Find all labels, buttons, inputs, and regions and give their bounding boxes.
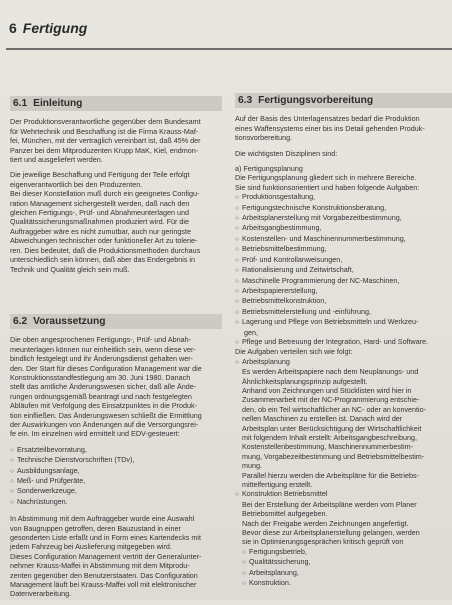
text-line: Technik und Qualität gleich sein muß. bbox=[10, 264, 130, 274]
text-line: Zusammenarbeit mit der NC-Programmierung entschie- bbox=[242, 395, 420, 405]
paragraph bbox=[10, 189, 222, 274]
text-line: ren. Dies bedeutet, daß die Produktionsmethoden durchaus bbox=[10, 245, 201, 255]
header-rule bbox=[6, 48, 452, 50]
text-line: Anhand von Zeichnungen und Stücklisten wird hier in bbox=[242, 385, 412, 395]
chapter-name: Fertigung bbox=[22, 20, 88, 36]
list-item: ○ Lagerung und Pflege von Betriebsmitteln und Werkzeu- bbox=[235, 317, 452, 327]
text-line: Arbeitsplan unter Berücksichtigung der Wirtschaftlichkeit bbox=[242, 423, 422, 433]
section-number: 6.3 bbox=[238, 95, 253, 106]
paragraph bbox=[10, 335, 222, 438]
text-line: stellt das amtliche Änderungswesen sicher, daß alle Ände- bbox=[10, 382, 197, 392]
text-line: für Wehrtechnik und Beschaffung ist die Firma Krauss-Maf- bbox=[10, 126, 199, 136]
text-line: meunterlagen können nur einheitlich sein, wenn diese ver- bbox=[10, 344, 196, 354]
chapter-title bbox=[9, 20, 87, 36]
list-item: ○ Maschinelle Programmierung der NC-Maschinen, bbox=[235, 276, 452, 286]
paragraph bbox=[10, 117, 222, 164]
text-line: Bevor diese zur Arbeitsplanerstellung gelangen, werden bbox=[242, 528, 420, 538]
text-line: Der Produktionsverantwortliche gegenüber dem Bundesamt bbox=[10, 117, 201, 127]
text-line: nellen Maschinen zu erstellen ist. Danach wird der bbox=[242, 414, 403, 424]
text-line: Management läuft bei Krauss-Maffei voll mit elektronischer bbox=[10, 580, 197, 590]
subtask-arbeitsplanung: ○ Arbeitsplanung bbox=[235, 357, 452, 367]
text-line: mittelfertigung erstellt. bbox=[242, 480, 313, 490]
text-line: Betriebsmittel aufgegeben. bbox=[242, 509, 328, 519]
text-line: mit folgendem Inhalt erstellt: Arbeitsgangbeschreibung, bbox=[242, 433, 417, 442]
text-line: Abweichungen technischer oder funktioneller Art zu tolerie- bbox=[10, 236, 198, 246]
chapter-number: 6 bbox=[9, 20, 17, 36]
list-item: ○ Betriebsmittelkonstruktion, bbox=[235, 296, 452, 306]
paragraph bbox=[10, 514, 222, 552]
text-line: Abläufen mit Verfolgung des Einsatzpunktes in die Produk- bbox=[10, 401, 197, 411]
list-item: ○ Meß- und Prüfgeräte, bbox=[10, 476, 222, 486]
list-item: ○ Pflege und Betreuung der Integration, Hard- und Software. bbox=[235, 337, 452, 347]
text-line: rungen ordnungsgemäß beantragt und nach festgelegten bbox=[10, 391, 192, 401]
list-item: ○ Kostenstellen- und Maschinennummerbestimmung, bbox=[235, 234, 452, 244]
section-heading-6-1 bbox=[10, 96, 222, 111]
text-line: mung, Vorgabezeitbestimmung und Betriebsmittelbestim- bbox=[242, 451, 425, 461]
list-item: ○ Prüf- und Kontrollanweisungen, bbox=[235, 255, 452, 265]
section-heading-6-3 bbox=[235, 93, 452, 108]
text-line: gleichen Fertigungs-, Prüf- und Abnahmeunterlagen und bbox=[10, 208, 190, 218]
section-title: Voraussetzung bbox=[33, 315, 106, 327]
text-line: Parallel hierzu werden die Arbeitspläne für die Betriebs- bbox=[242, 470, 419, 480]
text-line: Die jeweilige Beschaffung und Fertigung der Teile erfolgt bbox=[10, 170, 190, 180]
list-item: ○ Arbeitsgangbestimmung, bbox=[235, 223, 452, 233]
text-line: den, ob ein Teil wirtschaftlicher an NC- oder an konventio- bbox=[242, 404, 427, 414]
subheading: a) Fertigungsplanung bbox=[235, 164, 303, 174]
paragraph bbox=[235, 164, 452, 192]
text-line: tion einfließen. Das Änderungswesen schließt die Ermittlung bbox=[10, 410, 202, 420]
list-item: ○ Konstruktion. bbox=[242, 578, 452, 588]
list-item: ○ Nachrüstungen. bbox=[10, 497, 222, 507]
text-line: tionsvorbereitung. bbox=[235, 133, 293, 143]
text-line: eigenverantwortlich bei den Produzenten. bbox=[10, 179, 143, 189]
text-line: Qualitätssicherungsmaßnahmen produziert wird. Für die bbox=[10, 217, 189, 227]
text-line: der Auswirkungen von Änderungen auf die Versorgungsrei- bbox=[10, 419, 199, 429]
text-line: Bei der Erstellung der Arbeitspläne werden vom Planer bbox=[242, 499, 417, 509]
list-item: ○ Produktionsgestaltung, bbox=[235, 192, 452, 202]
text-line: Ähnlichkeitsplanungsprinzip aufgestellt. bbox=[242, 376, 368, 386]
text-line: bindlich festgelegt und ihr Änderungsdienst gehalten wer- bbox=[10, 354, 194, 364]
text-line: Auftraggeber wäre es nicht zumutbar, auch nur geringste bbox=[10, 226, 191, 236]
text-line: nehmer Krauss-Maffei in Abstimmung mit dem Mitprodu- bbox=[10, 561, 190, 571]
section-heading-6-2 bbox=[10, 314, 222, 329]
text-line: Die Aufgaben verteilen sich wie folgt: bbox=[235, 347, 353, 357]
text-line: Kostenstellenbestimmung, Maschinennummerbestim- bbox=[242, 442, 413, 452]
konstruktion-text bbox=[235, 500, 452, 547]
list-item: ○ Sonderwerkzeuge, bbox=[10, 486, 222, 496]
section-title: Einleitung bbox=[33, 98, 83, 109]
arbeitsplanung-text bbox=[235, 367, 452, 489]
paragraph bbox=[10, 170, 222, 189]
paragraph bbox=[235, 149, 452, 158]
right-column bbox=[235, 93, 452, 596]
chapter-header bbox=[0, 0, 452, 52]
text-line: zenten gegenüber den Benutzerstaaten. Das Configuration bbox=[10, 570, 198, 580]
text-line: fei, München, mit der vertraglich vereinbart ist, daß 45% der bbox=[10, 136, 201, 146]
text-line: fe ein. Im einzelnen wird ermittelt und EDV-gesteuert: bbox=[10, 429, 180, 439]
list-item: ○ Arbeitsplanung, bbox=[242, 568, 452, 578]
text-line: Konstruktionsstandfestlegung am 30. Juni 1980. Danach bbox=[10, 372, 191, 382]
list-item-continuation: gen, bbox=[244, 327, 258, 337]
text-line: Die wichtigsten Disziplinen sind: bbox=[235, 148, 338, 158]
text-line: sie in Optimierungsgesprächen kritisch geprüft von bbox=[242, 537, 404, 547]
list-item: ○ Technische Dienstvorschriften (TDv), bbox=[10, 455, 222, 465]
text-line: In Abstimmung mit dem Auftraggeber wurde eine Auswahl bbox=[10, 514, 195, 524]
list-item: ○ Ersatzteilbevorratung, bbox=[10, 445, 222, 455]
text-line: ration Management sichergestellt werden, daß nach den bbox=[10, 198, 190, 208]
spacer bbox=[10, 280, 222, 314]
list bbox=[10, 445, 222, 507]
text-line: unterschiedlich sein können, daß aber das Endergebnis in bbox=[10, 255, 195, 265]
text-line: Nach der Freigabe werden Zeichnungen angefertigt. bbox=[242, 518, 409, 528]
text-line: von Baugruppen getroffen, deren Bauzustand in einer bbox=[10, 523, 181, 533]
task-list bbox=[235, 192, 452, 347]
subtask-konstruktion-betriebsmittel: ○ Konstruktion Betriebsmittel bbox=[235, 489, 452, 499]
list-item: ○ Fertigungstechnische Konstruktionsberatung, bbox=[235, 203, 452, 213]
text-line: Panzer bei dem Mitproduzenten Krupp MaK, Kiel, endmon- bbox=[10, 145, 199, 155]
list-item: ○ Fertigungsbetrieb, bbox=[242, 547, 452, 557]
text-line: Auf der Basis des Unterlagensatzes bedarf die Produktion bbox=[235, 114, 420, 124]
list-item: ○ Rationalisierung und Zeitwirtschaft, bbox=[235, 265, 452, 275]
text-line: Datenverarbeitung. bbox=[10, 589, 72, 599]
list-item: ○ Ausbildungsanlage, bbox=[10, 466, 222, 476]
paragraph bbox=[235, 347, 452, 356]
list-item: ○ Arbeitsplanerstellung mit Vorgabezeitbestimmung, bbox=[235, 213, 452, 223]
paragraph bbox=[10, 552, 222, 599]
text-line: den. Der Start für dieses Configuration Management war die bbox=[10, 363, 202, 373]
section-number: 6.1 bbox=[13, 98, 28, 109]
section-number: 6.2 bbox=[13, 315, 28, 327]
list-item: ○ Betriebsmittelbestimmung, bbox=[235, 244, 452, 254]
list-item: ○ Betriebsmittelerstellung und -einführung, bbox=[235, 307, 452, 317]
text-line: Bei dieser Konstellation muß durch ein geeignetes Configu- bbox=[10, 189, 200, 199]
text-line: mung. bbox=[242, 461, 262, 471]
left-column bbox=[10, 96, 222, 605]
text-line: eines Waffensystems einer bis ins Detail gehenden Produk- bbox=[235, 123, 425, 133]
text-line: Sie sind funktionsorientiert und haben folgende Aufgaben: bbox=[235, 182, 420, 192]
text-line: jedem Fahrzeug bei Auslieferung mitgegeben wird. bbox=[10, 542, 172, 552]
text-line: tiert und ausgeliefert werden. bbox=[10, 155, 103, 165]
text-line: gesonderten Liste erfaßt und in Form eines Kartendecks mit bbox=[10, 533, 201, 543]
list-item: ○ Qualitätssicherung, bbox=[242, 557, 452, 567]
reviewer-list bbox=[235, 547, 452, 589]
list-item: ○ Arbeitspapiererstellung, bbox=[235, 286, 452, 296]
text-line: Dieses Configuration Management vertritt der Generalunter- bbox=[10, 551, 202, 561]
section-title: Fertigungsvorbereitung bbox=[258, 95, 374, 106]
text-line: Die Fertigungsplanung gliedert sich in mehrere Bereiche. bbox=[235, 173, 417, 183]
paragraph bbox=[235, 114, 452, 142]
text-line: Die oben angesprochenen Fertigungs-, Prüf- und Abnah- bbox=[10, 335, 192, 345]
text-line: Es werden Arbeitspapiere nach dem Neuplanungs- und bbox=[242, 367, 419, 377]
